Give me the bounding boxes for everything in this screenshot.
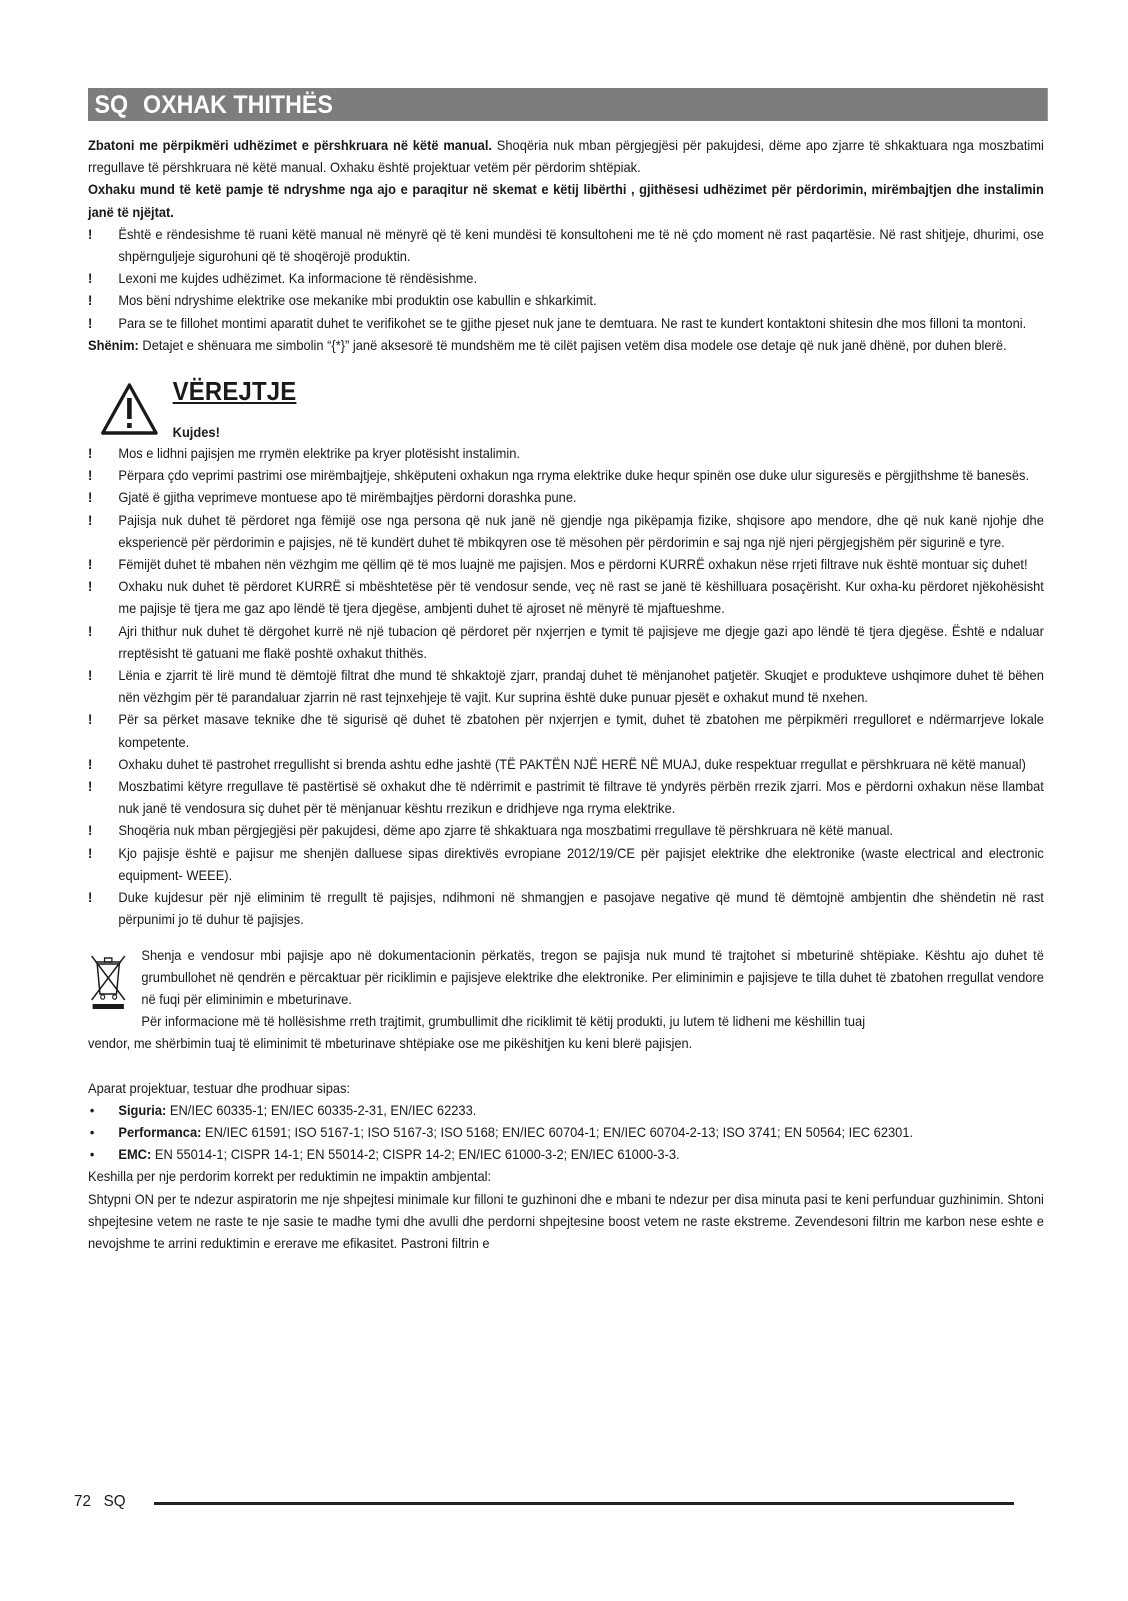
standard-text: EN/IEC 61591; ISO 5167-1; ISO 5167-3; ISO 5168; EN/IEC 60704-1; EN/IEC 60704-2-13; ISO 3741; EN 50564; IEC 62301. xyxy=(201,1123,914,1140)
bullet-item xyxy=(88,289,1044,311)
eco-text: Shtypni ON per te ndezur aspiratorin me nje shpejtesi minimale kur filloni te guzhinoni dhe e mbani te ndezur per disa minuta pasi te keni perfunduar guzhinimin. Shtoni shpejtesine vetem ne raste te nje sasie te madhe tymi dhe avulli dhe perdorni shpejtesine boost vetem ne raste ekstreme. Zevendesoni filtrin me karbon nese eshte e nevojshme te arrini reduktimin e ererave me efikasitet. Pastroni filtrin e xyxy=(88,1190,1044,1251)
exclamation-mark: ! xyxy=(88,667,93,684)
exclamation-mark: ! xyxy=(88,778,93,795)
footer-rule xyxy=(154,1502,1014,1505)
standard-text: EN/IEC 60335-1; EN/IEC 60335-2-31, EN/IEC 62233. xyxy=(166,1101,477,1118)
eco-title: Keshilla per nje perdorim korrekt per reduktimin ne impaktin ambjental: xyxy=(88,1168,492,1185)
bullet-item xyxy=(88,312,1044,334)
page-footer xyxy=(74,1493,1014,1517)
exclamation-mark: ! xyxy=(88,556,93,573)
bullet-item xyxy=(88,486,1044,508)
standard-item xyxy=(88,1143,1044,1165)
note-paragraph xyxy=(88,334,1044,356)
intro-text-1: Shoqëria nuk mban përgjegjësi për pakujdesi, dëme apo zjarre të shkaktuara nga moszbatimi rregullave të përshkruara në këtë manual. Oxhaku është projektuar vetëm për përdorim shtëpiak. xyxy=(88,137,1044,176)
exclamation-mark: ! xyxy=(88,270,93,287)
bullet-item xyxy=(88,509,1044,553)
bullet-text: Mos e lidhni pajisjen me rrymën elektrike pa kryer plotësisht instalimin. xyxy=(118,445,520,462)
weee-section xyxy=(88,944,1044,1055)
bullet-text: Mos bëni ndryshime elektrike ose mekanike mbi produktin ose kabullin e shkarkimit. xyxy=(118,292,597,309)
weee-paragraph-2-first: Për informacione më të hollësishme rreth trajtimit, grumbullimit dhe riciklimit të këtij produkti, ju lutem të lidheni me këshillin tuaj xyxy=(141,1013,866,1030)
intro-paragraph-2 xyxy=(88,178,1044,222)
bullet-text: Oxhaku nuk duhet të përdoret KURRË si mbështetëse për të vendosur sende, veç në rast se janë të këshilluara posaçërisht. Kur oxha-ku përdoret njëkohësisht me pajisje të tjera me gaz apo lëndë të tjera djegëse, ambjenti duhet të ajroset në mënyrë të mjaftueshme. xyxy=(118,578,1044,617)
weee-paragraph-1: Shenja e vendosur mbi pajisje apo në dokumentacionin përkatës, tregon se pajisja nuk mund të trajtohet si mbeturinë shtëpiake. Kështu ajo duhet të grumbullohet në qendrën e përcaktuar për riciklimin e pajisjeve elektrike dhe elektronike. Per eliminimin e pajisjeve te tilla duhet të zbatohen rregullat vendore në fuqi për eliminimin e mbeturinave. xyxy=(141,946,1044,1007)
bullet-item xyxy=(88,775,1044,819)
bullet-text: Për sa përket masave teknike dhe të sigurisë që duhet të zbatohen për nxjerrjen e tymit, duhet të zbatohen me përpikmëri rregulloret e ndërmarrjeve lokale kompetente. xyxy=(118,711,1044,750)
standard-label: EMC: xyxy=(118,1146,152,1163)
exclamation-mark: ! xyxy=(88,711,93,728)
bullet-text: Para se te fillohet montimi aparatit duhet te verifikohet se te gjithe pjeset nuk jane te demtuara. Ne rast te kundert kontaktoni shitesin dhe mos filloni ta montoni. xyxy=(118,314,1027,331)
bullet-text: Ajri thithur nuk duhet të dërgohet kurrë në një tubacion që përdoret për nxjerrjen e tymit të pajisjeve me djegje gazi apo lëndë të tjera djegëse. Është e ndaluar rreptësisht të gatuani me flakë poshtë oxhakut thithës. xyxy=(118,622,1044,661)
warning-header xyxy=(88,376,1044,442)
exclamation-mark: ! xyxy=(88,292,93,309)
standards-intro: Aparat projektuar, testuar dhe prodhuar sipas: xyxy=(88,1079,351,1096)
weee-paragraph-2-rest: vendor, me shërbimin tuaj të eliminimit të mbeturinave shtëpiake ose me pikëshitjen ku keni blerë pajisjen. xyxy=(88,1035,693,1052)
bullet-text: Shoqëria nuk mban përgjegjësi për pakujdesi, dëme apo zjarre të shkaktuara nga moszbatimi rregullave të përshkruara në këtë manual. xyxy=(118,822,894,839)
standard-item xyxy=(88,1099,1044,1121)
bullet-item xyxy=(88,267,1044,289)
exclamation-mark: ! xyxy=(88,445,93,462)
page xyxy=(88,88,1044,1254)
note-text: Detajet e shënuara me simbolin “{*}” janë aksesorë të mundshëm me të cilët pajisen vetëm disa modele ose detaje që nuk janë dhënë, por duhen blerë. xyxy=(138,336,1007,353)
intro-bullet-list xyxy=(88,223,1044,334)
crossed-bin-icon xyxy=(90,950,127,1010)
bullet-dot: • xyxy=(89,1146,95,1163)
body-text xyxy=(88,134,1044,1254)
standard-label: Performanca: xyxy=(118,1123,202,1140)
exclamation-mark: ! xyxy=(88,489,93,506)
note-label: Shënim: xyxy=(88,336,139,353)
warning-title: VËREJTJE xyxy=(172,376,297,407)
page-number-value: 72 xyxy=(74,1493,91,1510)
bullet-item xyxy=(88,223,1044,267)
exclamation-mark: ! xyxy=(88,755,93,772)
bullet-text: Moszbatimi këtyre rregullave të pastërtisë së oxhakut dhe të ndërrimit e pastrimit të filtrave të yndyrës përbën rrezik zjarri. Mos e përdorni oxhakun nëse llambat nuk janë të vendosura siç duhet për të mënjanuar kështu rrezikun e dridhjeve nga rryma elektrike. xyxy=(118,778,1044,817)
standard-text: EN 55014-1; CISPR 14-1; EN 55014-2; CISPR 14-2; EN/IEC 61000-3-2; EN/IEC 61000-3-3. xyxy=(151,1146,680,1163)
bullet-dot: • xyxy=(89,1101,95,1118)
bullet-item xyxy=(88,664,1044,708)
footer-language: SQ xyxy=(103,1493,126,1510)
bullet-text: Gjatë ë gjitha veprimeve montuese apo të mirëmbajtjes përdorni dorashka pune. xyxy=(118,489,577,506)
page-number xyxy=(74,1493,126,1511)
exclamation-mark: ! xyxy=(88,578,93,595)
bullet-text: Kjo pajisje është e pajisur me shenjën dalluese sipas direktivës evropiane 2012/19/CE për pajisjet elektrike dhe elektronike (waste electrical and electronic equipment- WEEE). xyxy=(118,844,1044,883)
exclamation-mark: ! xyxy=(88,622,93,639)
intro-bold-2: Oxhaku mund të ketë pamje të ndryshme nga ajo e paraqitur në skemat e këtij libërthi , gjithësesi udhëzimet për përdorimin, mirëmbajtjen dhe instalimin janë të njëjtat. xyxy=(88,181,1044,220)
warning-triangle-icon xyxy=(100,382,159,436)
exclamation-mark: ! xyxy=(88,511,93,528)
bullet-text: Është e rëndesishme të ruani këtë manual në mënyrë që të keni mundësi të konsultoheni me të në çdo moment në rast paqartësie. Në rast shitjeje, dhurimi, ose shpërnguljeje sigurohuni që të shoqërojë produktin. xyxy=(118,225,1044,265)
standards-list xyxy=(88,1099,1044,1166)
bullet-item xyxy=(88,575,1044,619)
bullet-text: Lexoni me kujdes udhëzimet. Ka informacione të rëndësishme. xyxy=(118,270,478,287)
standard-label: Siguria: xyxy=(118,1101,167,1118)
bullet-item xyxy=(88,842,1044,886)
bullet-item xyxy=(88,442,1044,464)
language-code: SQ xyxy=(94,91,129,119)
warning-bullet-list xyxy=(88,442,1044,930)
section-title-bar xyxy=(88,88,1048,121)
bullet-item xyxy=(88,753,1044,775)
bullet-item xyxy=(88,553,1044,575)
bullet-text: Pajisja nuk duhet të përdoret nga fëmijë ose nga persona që nuk janë në gjendje nga pikëpamja fizike, shqisore apo mendore, dhe që nuk kanë njohje dhe eksperiencë për përdorimin e pajisjes, në të kundërt duhet të mbikqyren ose të mësohen për përdorimin e saj nga një njeri përgjegjshëm për sigurinë e tyre. xyxy=(118,511,1044,550)
exclamation-mark: ! xyxy=(88,225,93,242)
bullet-item xyxy=(88,886,1044,930)
bullet-item xyxy=(88,708,1044,752)
intro-bold-1: Zbatoni me përpikmëri udhëzimet e përshkruara në këtë manual. xyxy=(88,137,493,153)
bullet-text: Përpara çdo veprimi pastrimi ose mirëmbajtjeje, shkëputeni oxhakun nga rryma elektrike duke hequr spinën ose duke ulur siguresës e përgjithshme të banesës. xyxy=(118,467,1030,484)
exclamation-mark: ! xyxy=(88,314,93,331)
bullet-item xyxy=(88,620,1044,664)
bullet-text: Duke kujdesur për një eliminim të rregullt të pajisjes, ndihmoni në shmangjen e pasojave negative që mund të dëmtojnë ambjentin dhe shëndetin në rast përpunimi jo të duhur të pajisjes. xyxy=(118,889,1044,928)
bullet-text: Lënia e zjarrit të lirë mund të dëmtojë filtrat dhe mund të shkaktojë zjarr, prandaj duhet të mënjanohet patjetër. Skuqjet e produkteve ushqimore duhet të bëhen nën vëzhgim për të parandaluar zjarrin në rast tejnxehjeje të vajit. Kur suprina është duke punuar pjesët e oxhakut mund të nxehen. xyxy=(118,667,1044,706)
intro-paragraph-1 xyxy=(88,134,1044,178)
standard-item xyxy=(88,1121,1044,1143)
exclamation-mark: ! xyxy=(88,467,93,484)
warning-subtitle: Kujdes! xyxy=(172,424,220,441)
exclamation-mark: ! xyxy=(88,844,93,861)
bullet-text: Fëmijët duhet të mbahen nën vëzhgim me qëllim që të mos luajnë me pajisjen. Mos e përdorni KURRË oxhakun nëse rrjeti filtrave nuk është montuar siç duhet! xyxy=(118,556,1028,573)
exclamation-mark: ! xyxy=(88,889,93,906)
bullet-item xyxy=(88,464,1044,486)
bullet-item xyxy=(88,819,1044,841)
bullet-text: Oxhaku duhet të pastrohet rregullisht si brenda ashtu edhe jashtë (TË PAKTËN NJË HERË NË MUAJ, duke respektuar rregullat e përshkruara në këtë manual) xyxy=(118,755,1026,772)
exclamation-mark: ! xyxy=(88,822,93,839)
bullet-dot: • xyxy=(89,1123,95,1140)
page-title: OXHAK THITHËS xyxy=(142,91,333,119)
